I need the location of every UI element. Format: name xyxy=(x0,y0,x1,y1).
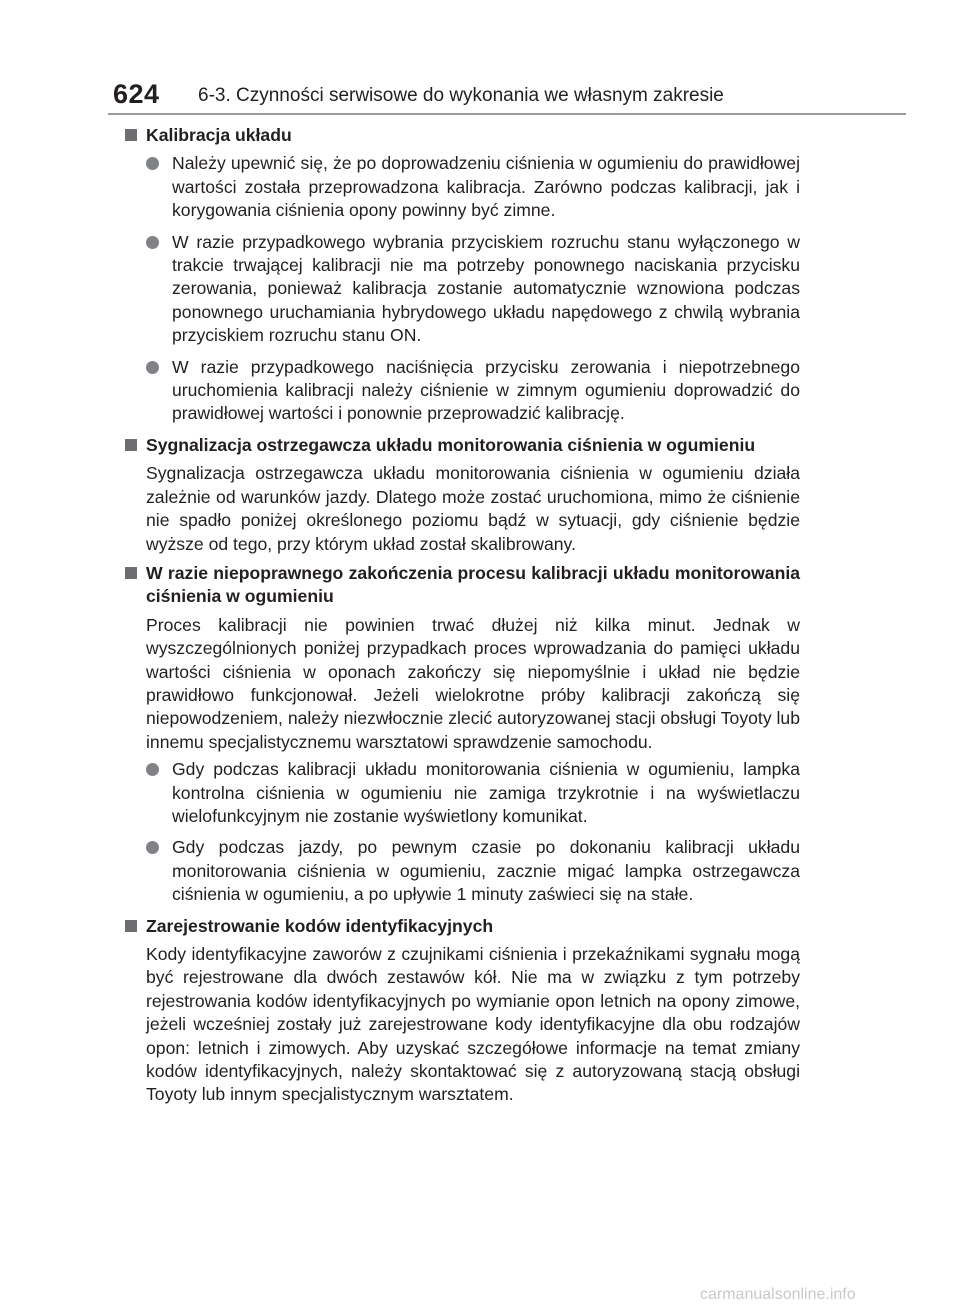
section-sygnalizacja xyxy=(125,434,800,556)
paragraph: Sygnalizacja ostrzegawcza układu monitorowania ciśnienia w ogumieniu działa zależnie od warunków jazdy. Dlatego może zostać uruchomiona, mimo że ciśnienie nie spadło poniżej określonego poziomu bądź w sytuacji, gdy ciśnienie będzie wyższe od tego, przy którym układ został skalibrowany. xyxy=(146,463,800,554)
square-bullet-icon xyxy=(125,439,137,451)
square-bullet-icon xyxy=(125,567,137,579)
section-niepoprawna-kalibracja xyxy=(125,562,800,907)
watermark-text: carmanualsonline.info xyxy=(700,1286,856,1303)
section-kody-identyfikacyjne xyxy=(125,915,800,1107)
section-heading xyxy=(125,434,800,457)
list-item-text: W razie przypadkowego naciśnięcia przycisku zerowania i niepotrzebnego uruchomienia kalibracji należy ciśnienie w zimnym ogumieniu doprowadzić do prawidłowej wartości i ponownie przeprowadzić kalibrację. xyxy=(172,356,800,424)
list-item-text: Gdy podczas kalibracji układu monitorowania ciśnienia w ogumieniu, lampka kontrolna ciśnienia w ogumieniu nie zamiga trzykrotnie i na wyświetlaczu wielofunkcyjnym nie zostanie wyświetlony komunikat. xyxy=(172,759,800,826)
section-kalibracja xyxy=(125,124,800,426)
list-item xyxy=(125,758,800,828)
paragraph: Proces kalibracji nie powinien trwać dłużej niż kilka minut. Jednak w wyszczególnionych poniżej przypadkach proces wprowadzania do pamięci układu wartości ciśnienia w oponach zakończy się niepomyślnie i układ nie będzie prawidłowo funkcjonował. Jeżeli wielokrotne próby kalibracji zakończą się niepowodzeniem, należy niezwłocznie zlecić autoryzowanej stacji obsługi Toyoty lub innemu specjalistycznemu warsztatowi sprawdzenie samochodu. xyxy=(146,614,800,752)
section-heading xyxy=(125,124,800,147)
section-heading-text: Sygnalizacja ostrzegawcza układu monitorowania ciśnienia w ogumieniu xyxy=(146,434,756,455)
list-item xyxy=(125,836,800,906)
list-item-text: W razie przypadkowego wybrania przyciskiem rozruchu stanu wyłączonego w trakcie trwającej kalibracji nie ma potrzeby ponownego naciskania przycisku zerowania, ponieważ kalibracja zostanie automatycznie wznowiona podczas ponownego uruchamiania hybrydowego układu napędowego z chwilą wybrania przyciskiem rozruchu stanu ON. xyxy=(172,231,800,346)
circle-bullet-icon xyxy=(146,236,159,249)
list-item xyxy=(125,152,800,222)
section-heading-text: W razie niepoprawnego zakończenia procesu kalibracji układu monitorowania ciśnienia w ogumieniu xyxy=(146,562,800,607)
circle-bullet-icon xyxy=(146,157,159,170)
section-heading xyxy=(125,562,800,609)
square-bullet-icon xyxy=(125,129,137,141)
page-body xyxy=(125,124,800,1113)
paragraph: Kody identyfikacyjne zaworów z czujnikami ciśnienia i przekaźnikami sygnału mogą być rejestrowane dla dwóch zestawów kół. Nie ma w związku z tym potrzeby rejestrowania kodów identyfikacyjnych po wymianie opon letnich na opony zimowe, jeżeli wcześniej zostały już zarejestrowane kody identyfikacyjne dla obu rodzajów opon: letnich i zimowych. Aby uzyskać szczegółowe informacje na temat zmiany kodów identyfikacyjnych, należy skontaktować się z autoryzowaną stacją obsługi Toyoty lub innym specjalistycznym warsztatem. xyxy=(146,944,800,1105)
chapter-title: 6-3. Czynności serwisowe do wykonania we własnym zakresie xyxy=(198,85,724,106)
page-number: 624 xyxy=(113,79,160,109)
circle-bullet-icon xyxy=(146,763,159,776)
list-item xyxy=(125,231,800,348)
list-item xyxy=(125,356,800,426)
section-heading-text: Zarejestrowanie kodów identyfikacyjnych xyxy=(146,915,494,936)
list-item-text: Należy upewnić się, że po doprowadzeniu ciśnienia w ogumieniu do prawidłowej wartości została przeprowadzona kalibracja. Zarówno podczas kalibracji, jak i korygowania ciśnienia opony powinny być zimne. xyxy=(172,153,800,221)
list-item-text: Gdy podczas jazdy, po pewnym czasie po dokonaniu kalibracji układu monitorowania ciśnienia w ogumieniu, zacznie migać lampka ostrzegawcza ciśnienia w ogumieniu, a po upływie 1 minuty zaświeci się na stałe. xyxy=(172,837,800,905)
section-heading-text: Kalibracja układu xyxy=(146,125,292,145)
header-divider xyxy=(108,113,906,115)
circle-bullet-icon xyxy=(146,841,159,854)
circle-bullet-icon xyxy=(146,361,159,374)
square-bullet-icon xyxy=(125,920,137,932)
section-heading xyxy=(125,915,800,938)
page-header xyxy=(0,0,960,116)
